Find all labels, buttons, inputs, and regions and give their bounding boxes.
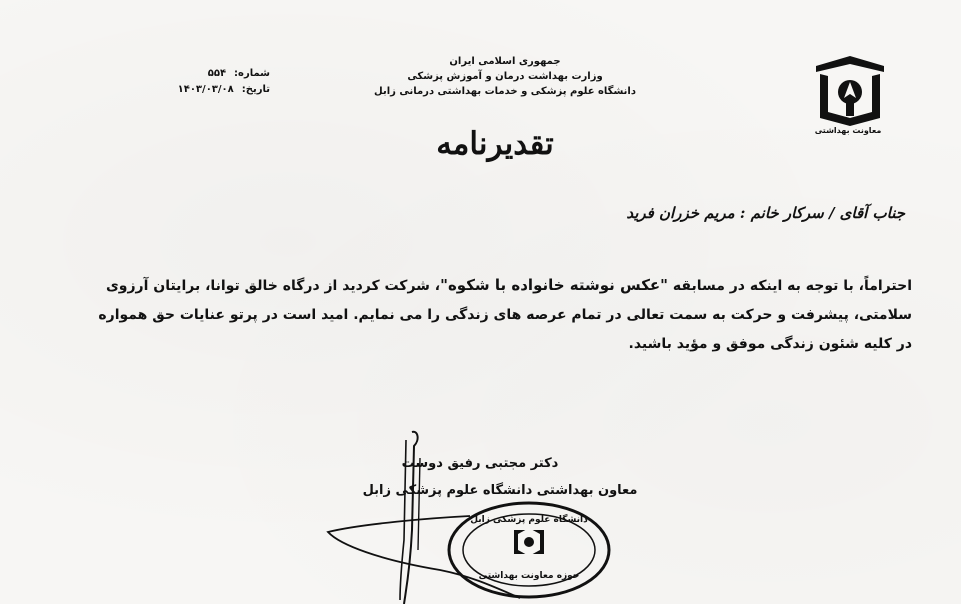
letterhead-line-3: دانشگاه علوم پزشکی و خدمات بهداشتی درمانی زابل bbox=[374, 86, 636, 97]
stamp-top-text: دانشگاه علوم پزشکی زابل bbox=[470, 515, 588, 525]
body-line-1-start: احتراماً، با توجه به اینکه در مسابقه bbox=[668, 278, 912, 294]
body-line-1-end: ، شرکت کردید از درگاه خالق توانا، برایتان آرزوی bbox=[105, 278, 441, 294]
letter-date bbox=[120, 82, 270, 98]
number-label: شماره: bbox=[234, 68, 270, 79]
body-line-2: سلامتی، پیشرفت و حرکت به سمت تعالی در تمام عرصه های زندگی را می نمایم. امید است در پرتو عنایات حق همواره bbox=[98, 307, 912, 323]
date-value: ۱۴۰۳/۰۳/۰۸ bbox=[177, 84, 234, 95]
letter-meta bbox=[120, 66, 270, 98]
body-line-3: در کلیه شئون زندگی موفق و مؤید باشید. bbox=[628, 336, 912, 352]
date-label: تاریخ: bbox=[241, 84, 270, 95]
signatory-name: دکتر مجتبی رفیق دوست bbox=[401, 456, 559, 471]
signatory-role: معاون بهداشتی دانشگاه علوم پزشکی زابل bbox=[362, 483, 638, 498]
letterhead bbox=[370, 54, 640, 99]
official-stamp-icon bbox=[446, 500, 612, 600]
letter-number bbox=[120, 66, 270, 82]
page-title: تقدیرنامه bbox=[436, 126, 554, 162]
competition-name: "عکس نوشته خانواده با شکوه" bbox=[440, 276, 668, 294]
letterhead-line-1: جمهوری اسلامی ایران bbox=[449, 56, 561, 67]
body-line-1 bbox=[82, 271, 912, 301]
letterhead-line-2: وزارت بهداشت درمان و آموزش پزشکی bbox=[407, 71, 603, 82]
number-value: ۵۵۴ bbox=[207, 68, 227, 79]
logo-caption: معاونت بهداشتی bbox=[814, 126, 882, 135]
addressee: جناب آقای / سرکار خانم : مریم خزران فرید bbox=[626, 204, 905, 222]
letter-body bbox=[82, 271, 912, 359]
stamp-bottom-text: حوزه معاونت بهداشتی bbox=[478, 571, 580, 581]
